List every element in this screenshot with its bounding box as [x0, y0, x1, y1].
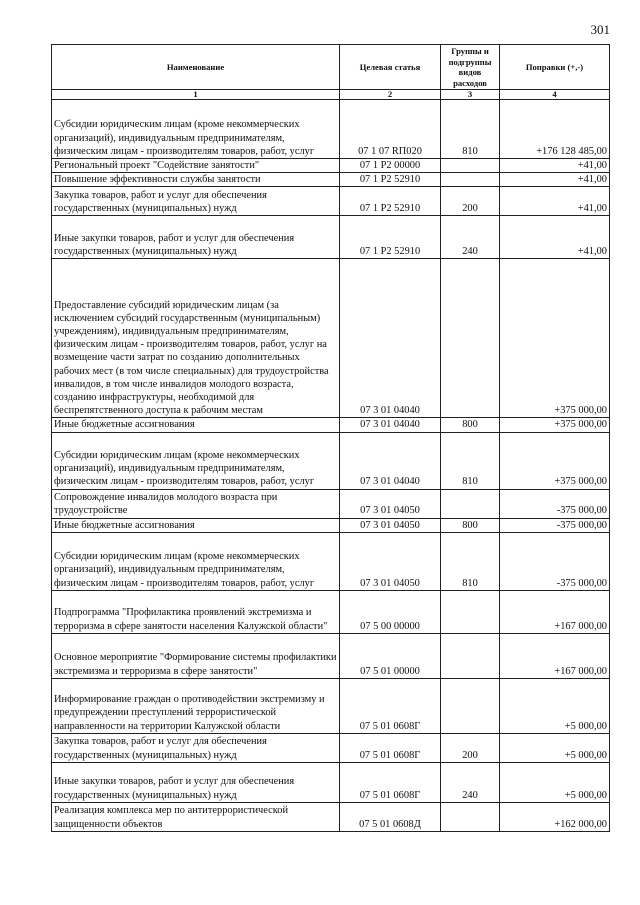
row-code: 07 5 01 0608Д [340, 802, 441, 831]
table-row [52, 762, 610, 802]
row-amount: +375 000,00 [500, 418, 610, 432]
row-amount: +41,00 [500, 159, 610, 173]
row-amount: +41,00 [500, 173, 610, 187]
row-amount: +5 000,00 [500, 762, 610, 802]
row-group [441, 173, 500, 187]
row-name: Реализация комплекса мер по антитеррористической защищенности объектов [52, 802, 340, 831]
header-groups: Группы и подгруппы видов расходов [441, 45, 500, 90]
row-amount: -375 000,00 [500, 518, 610, 532]
row-group [441, 633, 500, 678]
row-name: Иные бюджетные ассигнования [52, 418, 340, 432]
row-code: 07 5 01 00000 [340, 633, 441, 678]
row-group: 800 [441, 418, 500, 432]
row-group: 810 [441, 532, 500, 590]
row-group [441, 590, 500, 633]
table-row [52, 418, 610, 432]
row-amount: +5 000,00 [500, 678, 610, 733]
row-code: 07 5 00 00000 [340, 590, 441, 633]
table-row [52, 100, 610, 159]
table-row [52, 733, 610, 762]
row-name: Субсидии юридическим лицам (кроме некоммерческих организаций), индивидуальным предпринимателям, физическим лицам - производителям товаров, работ, услуг [52, 532, 340, 590]
table-row [52, 802, 610, 831]
row-code: 07 3 01 04040 [340, 432, 441, 489]
row-group [441, 802, 500, 831]
row-group: 200 [441, 187, 500, 216]
row-name: Закупка товаров, работ и услуг для обеспечения государственных (муниципальных) нужд [52, 187, 340, 216]
column-number: 1 [52, 90, 340, 100]
table-row [52, 489, 610, 518]
table-row [52, 159, 610, 173]
row-code: 07 5 01 0608Г [340, 678, 441, 733]
row-amount: +176 128 485,00 [500, 100, 610, 159]
row-code: 07 3 01 04040 [340, 259, 441, 418]
row-amount: +167 000,00 [500, 590, 610, 633]
row-code: 07 1 07 RП020 [340, 100, 441, 159]
row-name: Подпрограмма "Профилактика проявлений экстремизма и терроризма в сфере занятости населения Калужской области" [52, 590, 340, 633]
row-amount: +375 000,00 [500, 432, 610, 489]
table-row [52, 633, 610, 678]
column-number: 4 [500, 90, 610, 100]
header-amendments: Поправки (+,-) [500, 45, 610, 90]
row-name: Региональный проект "Содействие занятости" [52, 159, 340, 173]
row-name: Субсидии юридическим лицам (кроме некоммерческих организаций), индивидуальным предпринимателям, физическим лицам - производителям товаров, работ, услуг [52, 432, 340, 489]
row-name: Повышение эффективности службы занятости [52, 173, 340, 187]
row-code: 07 1 P2 00000 [340, 159, 441, 173]
budget-table [51, 44, 610, 832]
row-name: Основное мероприятие "Формирование системы профилактики экстремизма и терроризма в сфере занятости" [52, 633, 340, 678]
row-code: 07 5 01 0608Г [340, 733, 441, 762]
row-code: 07 3 01 04040 [340, 418, 441, 432]
row-group [441, 678, 500, 733]
row-code: 07 1 P2 52910 [340, 216, 441, 259]
row-group: 240 [441, 216, 500, 259]
row-name: Информирование граждан о противодействии экстремизму и предупреждении преступлений террористической направленности на территории Калужской области [52, 678, 340, 733]
table-row [52, 187, 610, 216]
table-row [52, 173, 610, 187]
header-row [52, 45, 610, 90]
row-amount: +167 000,00 [500, 633, 610, 678]
table-row [52, 532, 610, 590]
row-amount: -375 000,00 [500, 532, 610, 590]
column-number: 2 [340, 90, 441, 100]
row-group: 810 [441, 432, 500, 489]
page-number: 301 [590, 22, 610, 37]
row-amount: +41,00 [500, 216, 610, 259]
row-group [441, 489, 500, 518]
row-code: 07 1 P2 52910 [340, 187, 441, 216]
row-name: Сопровождение инвалидов молодого возраста при трудоустройстве [52, 489, 340, 518]
column-number: 3 [441, 90, 500, 100]
row-group: 200 [441, 733, 500, 762]
header-target: Целевая статья [340, 45, 441, 90]
row-group: 800 [441, 518, 500, 532]
row-amount: +5 000,00 [500, 733, 610, 762]
row-amount: +41,00 [500, 187, 610, 216]
row-name: Предоставление субсидий юридическим лицам (за исключением субсидий государственным (муниципальным) учреждениям), индивидуальным предпринимателям, физическим лицам - производителям товаров, работ, услуг на возмещение части затрат по созданию дополнительных рабочих мест (в том числе специальных) для трудоустройства инвалидов, в том числе инвалидов молодого возраста, созданию инфраструктуры, необходимой для беспрепятственного доступа к рабочим местам [52, 259, 340, 418]
table-row [52, 216, 610, 259]
row-group: 240 [441, 762, 500, 802]
row-group [441, 259, 500, 418]
row-name: Иные бюджетные ассигнования [52, 518, 340, 532]
row-name: Иные закупки товаров, работ и услуг для обеспечения государственных (муниципальных) нужд [52, 762, 340, 802]
row-group [441, 159, 500, 173]
row-amount: +162 000,00 [500, 802, 610, 831]
row-amount: -375 000,00 [500, 489, 610, 518]
table-row [52, 590, 610, 633]
row-group: 810 [441, 100, 500, 159]
row-code: 07 3 01 04050 [340, 518, 441, 532]
row-code: 07 3 01 04050 [340, 532, 441, 590]
row-code: 07 1 P2 52910 [340, 173, 441, 187]
column-number-row [52, 90, 610, 100]
table-row [52, 259, 610, 418]
row-amount: +375 000,00 [500, 259, 610, 418]
table-row [52, 518, 610, 532]
table-row [52, 678, 610, 733]
header-name: Наименование [52, 45, 340, 90]
row-name: Иные закупки товаров, работ и услуг для обеспечения государственных (муниципальных) нужд [52, 216, 340, 259]
row-code: 07 3 01 04050 [340, 489, 441, 518]
row-name: Субсидии юридическим лицам (кроме некоммерческих организаций), индивидуальным предпринимателям, физическим лицам - производителям товаров, работ, услуг [52, 100, 340, 159]
row-name: Закупка товаров, работ и услуг для обеспечения государственных (муниципальных) нужд [52, 733, 340, 762]
table-row [52, 432, 610, 489]
row-code: 07 5 01 0608Г [340, 762, 441, 802]
